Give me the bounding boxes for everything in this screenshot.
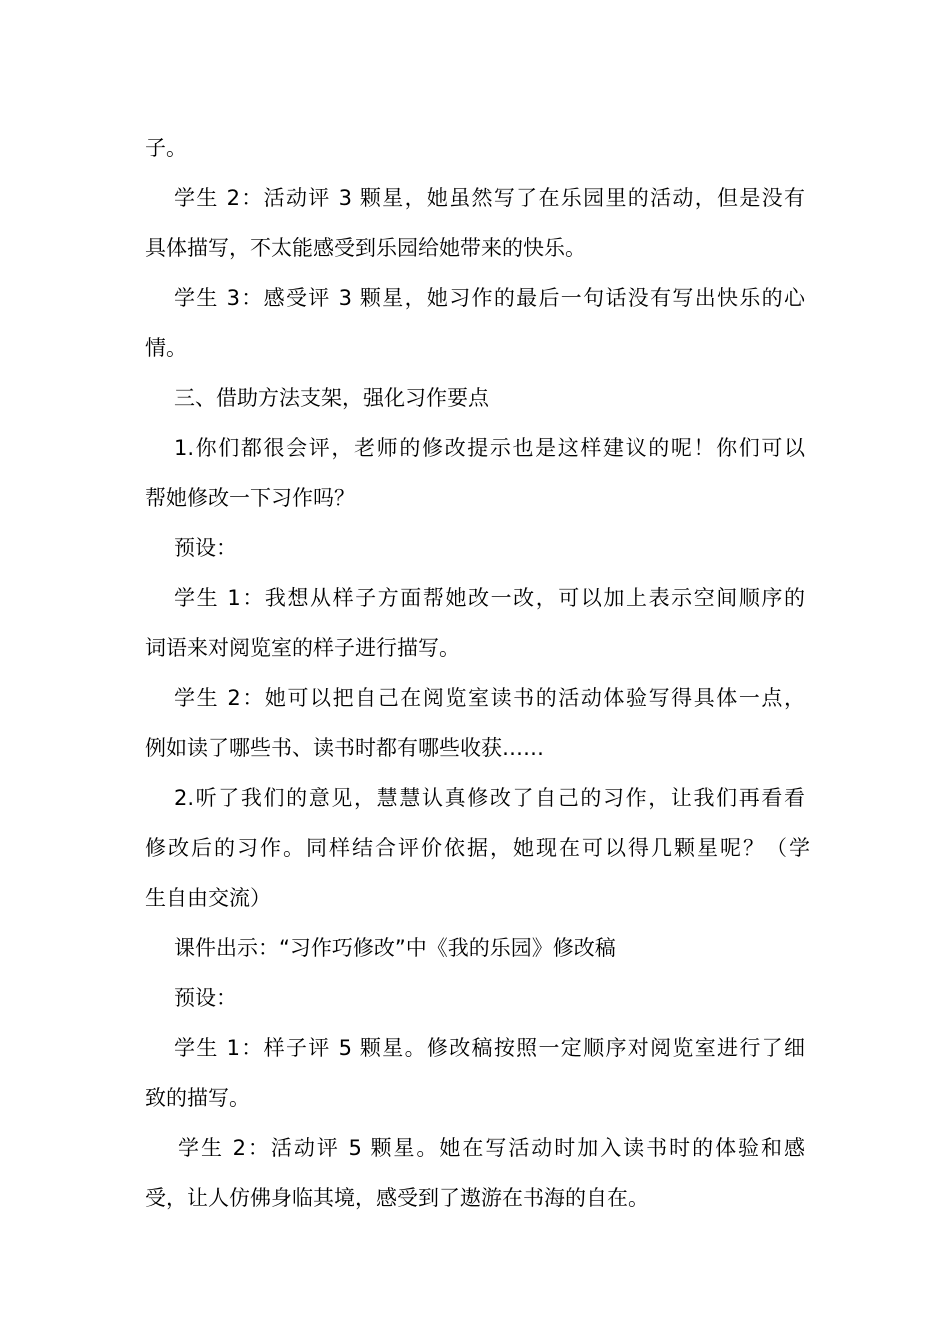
- section-heading: 三、借助方法支架，强化习作要点: [174, 386, 489, 410]
- text-line: 具体描写，不太能感受到乐园给她带来的快乐。: [145, 236, 586, 260]
- text-line: 预设：: [174, 536, 237, 560]
- text-line: 学生 2：活动评 3 颗星，她虽然写了在乐园里的活动，但是没有: [174, 186, 805, 210]
- text-line: 词语来对阅览室的样子进行描写。: [145, 636, 460, 660]
- text-line: 1.你们都很会评，老师的修改提示也是这样建议的呢！你们可以: [174, 436, 805, 460]
- text-line: 致的描写。: [145, 1086, 250, 1110]
- text-line: 子。: [145, 136, 187, 160]
- text-line: 预设：: [174, 986, 237, 1010]
- text-line: 例如读了哪些书、读书时都有哪些收获……: [145, 736, 544, 760]
- text-line: 2.听了我们的意见，慧慧认真修改了自己的习作，让我们再看看: [174, 786, 805, 810]
- text-line: 情。: [145, 336, 187, 360]
- text-line: 受，让人仿佛身临其境，感受到了遨游在书海的自在。: [145, 1186, 649, 1210]
- text-line: 学生 1：样子评 5 颗星。修改稿按照一定顺序对阅览室进行了细: [174, 1036, 805, 1060]
- text-line: 学生 2：她可以把自己在阅览室读书的活动体验写得具体一点，: [174, 686, 805, 710]
- text-line: 帮她修改一下习作吗？: [145, 486, 355, 510]
- text-line: 学生 3：感受评 3 颗星，她习作的最后一句话没有写出快乐的心: [174, 286, 805, 310]
- text-line: 学生 1：我想从样子方面帮她改一改，可以加上表示空间顺序的: [174, 586, 805, 610]
- text-line: 修改后的习作。同样结合评价依据，她现在可以得几颗星呢？（学: [145, 836, 810, 860]
- text-line: 学生 2：活动评 5 颗星。她在写活动时加入读书时的体验和感: [178, 1136, 805, 1160]
- text-line: 课件出示：“习作巧修改”中《我的乐园》修改稿: [174, 936, 616, 960]
- text-line: 生自由交流）: [145, 886, 271, 910]
